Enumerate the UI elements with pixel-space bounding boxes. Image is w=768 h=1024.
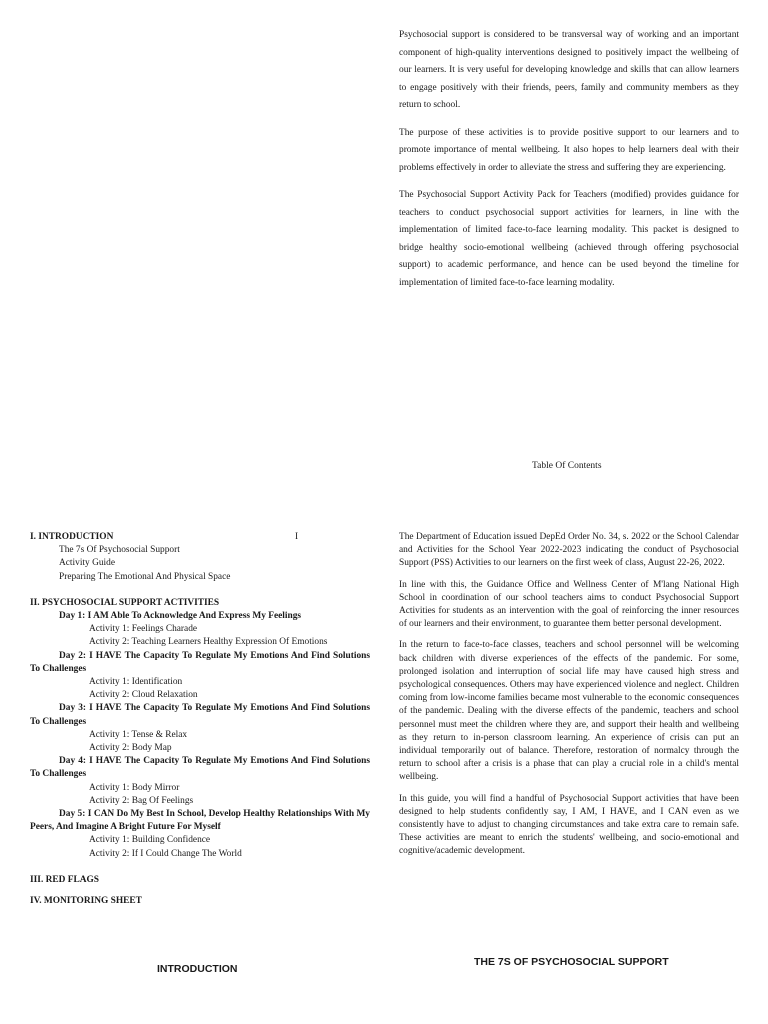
toc-activity: Activity 1: Identification — [89, 677, 183, 688]
intro-bottom-paragraph-4: In this guide, you will find a handful of Psychosocial Support activities that have been designed to help students confidently say, I AM, I HAVE, and I CAN even as we consistently have to adjust to changing circumstances and take extra care to remain safe. These activities are meant to enrich the students' wellbeing, and socio-emotional and cognitive/academic development. — [399, 793, 739, 857]
toc-introduction-label: I. INTRODUCTION — [30, 532, 114, 542]
toc-activity: Activity 1: Building Confidence — [89, 835, 211, 846]
toc-item: Activity Guide — [59, 558, 115, 569]
toc-day-4: Day 4: I HAVE The Capacity To Regulate My Emotions And Find Solutions To Challenges — [30, 756, 370, 780]
intro-top-paragraph-3: The Psychosocial Support Activity Pack for Teachers (modified) provides guidance for teachers to conduct psychosocial support activities for learners, in line with the implementation of limited face-to-face learning modality. This packet is designed to bridge healthy socio-emotional wellbeing (achieved through offering psychosocial support) to academic performance, and hence can be used beyond the timeline for implementation of limited face-to-face learning modality. — [399, 190, 739, 288]
intro-top-section — [399, 27, 739, 302]
toc-day-1: Day 1: I AM Able To Acknowledge And Express My Feelings — [59, 611, 302, 622]
intro-top-paragraph-2: The purpose of these activities is to provide positive support to our learners and to promote importance of mental wellbeing. It also hopes to help learners deal with their problems effectively in order to alleviate the stress and suffering they are experiencing. — [399, 127, 739, 173]
toc-section-monitoring-sheet: IV. MONITORING SHEET — [30, 896, 142, 907]
toc-introduction-page: I — [295, 532, 299, 542]
toc-item: The 7s Of Psychosocial Support — [59, 545, 180, 556]
intro-top-paragraph-1: Psychosocial support is considered to be transversal way of working and an important component of high-quality interventions designed to positively impact the wellbeing of our learners. It is very useful for developing knowledge and skills that can allow learners to engage positively with their friends, peers, family and community members as they return to school. — [399, 30, 739, 110]
toc-activity: Activity 2: Teaching Learners Healthy Expression Of Emotions — [89, 637, 328, 648]
intro-bottom-paragraph-3: In the return to face-to-face classes, teachers and school personnel will be welcoming back children with diverse experiences of the effects of the pandemic. For some, prolonged isolation and interruption of social life may have caused high stress and psychological consequences. Others may have experienced violence and neglect. Children coming from low-income families became most vulnerable to the economic consequences of the pandemic. Dealing with the diverse effects of the pandemic, teachers and school personnel must meet the children where they are, and support their health and wellbeing as they return to in-person classroom learning. An experience of crisis can put an individual temporarily out of balance. Therefore, restoration of normalcy through the return to school after a crisis is a phase that can play a crucial role in a child's mental wellbeing. — [399, 640, 739, 783]
toc-introduction — [30, 531, 370, 544]
intro-bottom-section — [399, 531, 739, 867]
toc-activity: Activity 2: Body Map — [89, 743, 172, 754]
toc-activity: Activity 2: Cloud Relaxation — [89, 690, 198, 701]
toc-section-activities: II. PSYCHOSOCIAL SUPPORT ACTIVITIES — [30, 597, 220, 608]
toc-activity: Activity 1: Body Mirror — [89, 782, 180, 793]
intro-bottom-paragraph-2: In line with this, the Guidance Office and Wellness Center of M'lang National High School in coordination of our school teachers aims to conduct Psychosocial Support Activities for students as an intervention with the goal of reinforcing the inner resources of our learners and their environment, to guarantee them better personal development. — [399, 579, 739, 630]
table-of-contents — [30, 531, 370, 908]
toc-activity: Activity 1: Tense & Relax — [89, 729, 188, 740]
toc-activity: Activity 2: If I Could Change The World — [89, 848, 242, 859]
toc-day-2: Day 2: I HAVE The Capacity To Regulate My Emotions And Find Solutions To Challenges — [30, 650, 370, 674]
toc-item: Preparing The Emotional And Physical Space — [59, 571, 231, 582]
toc-activity: Activity 2: Bag Of Feelings — [89, 795, 194, 806]
toc-day-5: Day 5: I CAN Do My Best In School, Develop Healthy Relationships With My Peers, And Imagine A Bright Future For Myself — [30, 809, 370, 833]
toc-section-red-flags: III. RED FLAGS — [30, 874, 100, 885]
toc-activity: Activity 1: Feelings Charade — [89, 624, 198, 635]
toc-day-3: Day 3: I HAVE The Capacity To Regulate My Emotions And Find Solutions To Challenges — [30, 703, 370, 727]
introduction-heading: INTRODUCTION — [157, 963, 238, 975]
toc-title: Table Of Contents — [532, 461, 602, 471]
seven-s-heading: THE 7S OF PSYCHOSOCIAL SUPPORT — [474, 956, 669, 968]
intro-bottom-paragraph-1: The Department of Education issued DepEd Order No. 34, s. 2022 or the School Calendar and Activities for the School Year 2022-2023 indicating the conduct of Psychosocial Support (PSS) Activities to our learners on the first week of class, August 22-26, 2022. — [399, 532, 739, 569]
